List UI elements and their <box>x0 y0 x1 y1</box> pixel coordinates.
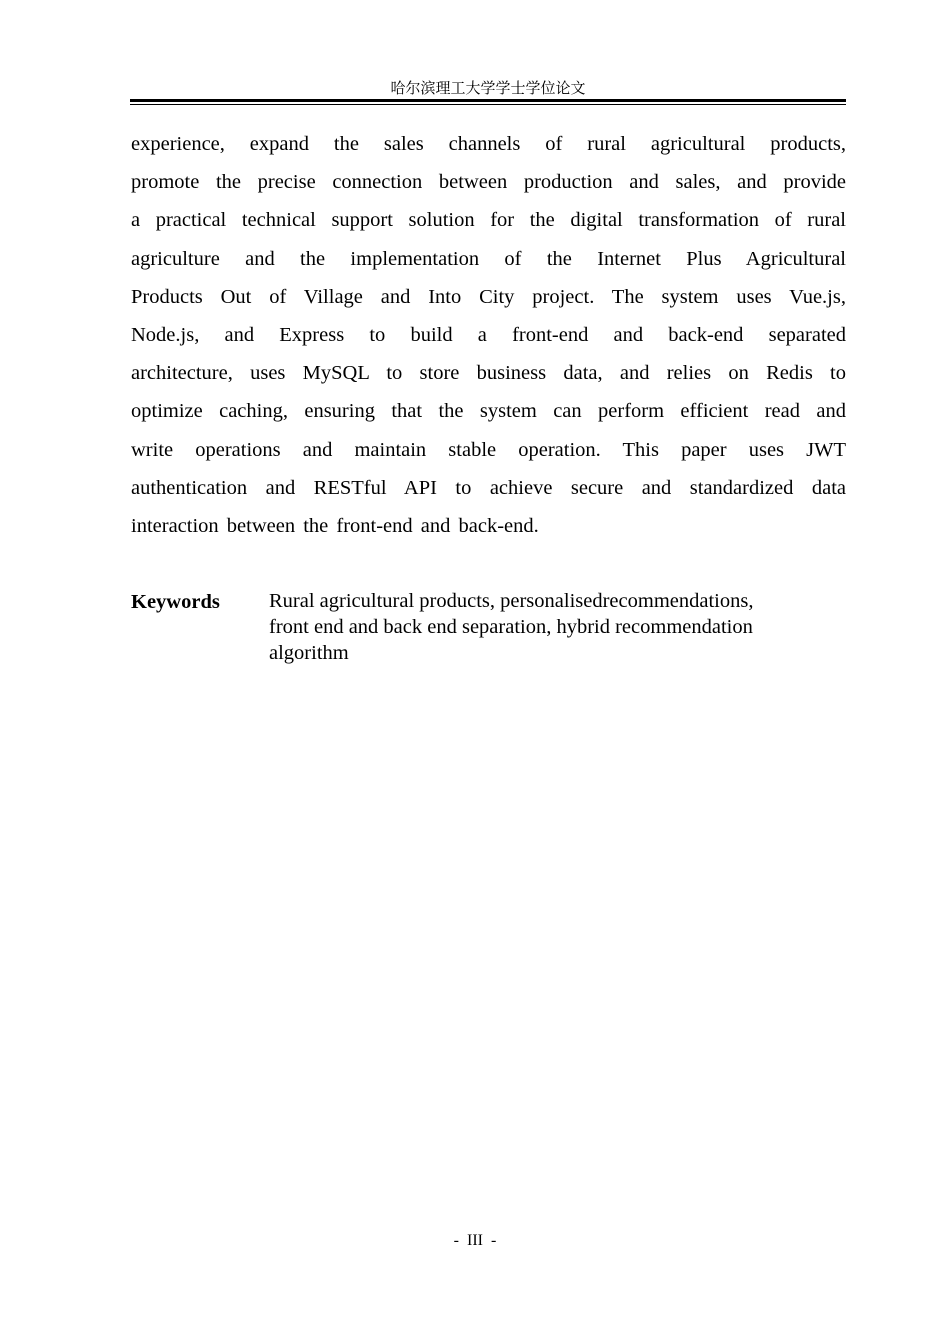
page-number: - III - <box>453 1232 497 1249</box>
paragraph-line: write operations and maintain stable operation. This paper uses JWT <box>131 438 846 461</box>
header-rule-thick <box>130 99 846 102</box>
abstract-paragraph <box>131 130 846 550</box>
keywords-line: Rural agricultural products, personalisedrecommendations, <box>269 590 754 612</box>
paragraph-line: agriculture and the implementation of the Internet Plus Agricultural <box>131 247 846 270</box>
paragraph-line: interaction between the front-end and back-end. <box>131 514 539 537</box>
paragraph-line: Node.js, and Express to build a front-end and back-end separated <box>131 323 846 346</box>
paragraph-line: optimize caching, ensuring that the system can perform efficient read and <box>131 400 846 423</box>
keywords-line: algorithm <box>269 642 349 664</box>
paragraph-line: experience, expand the sales channels of rural agricultural products, <box>131 133 846 155</box>
keywords-line: front end and back end separation, hybrid recommendation <box>269 616 753 638</box>
keywords-label: Keywords <box>131 591 220 613</box>
keywords-list <box>269 588 814 666</box>
running-header: 哈尔滨理工大学学士学位论文 <box>390 79 586 97</box>
paragraph-line: authentication and RESTful API to achieve secure and standardized data <box>131 476 846 499</box>
header-rule-thin <box>130 104 846 105</box>
paragraph-line: Products Out of Village and Into City project. The system uses Vue.js, <box>131 285 846 308</box>
paragraph-line: promote the precise connection between production and sales, and provide <box>131 171 846 194</box>
paragraph-line: a practical technical support solution for the digital transformation of rural <box>131 209 846 232</box>
paragraph-line: architecture, uses MySQL to store business data, and relies on Redis to <box>131 362 846 385</box>
